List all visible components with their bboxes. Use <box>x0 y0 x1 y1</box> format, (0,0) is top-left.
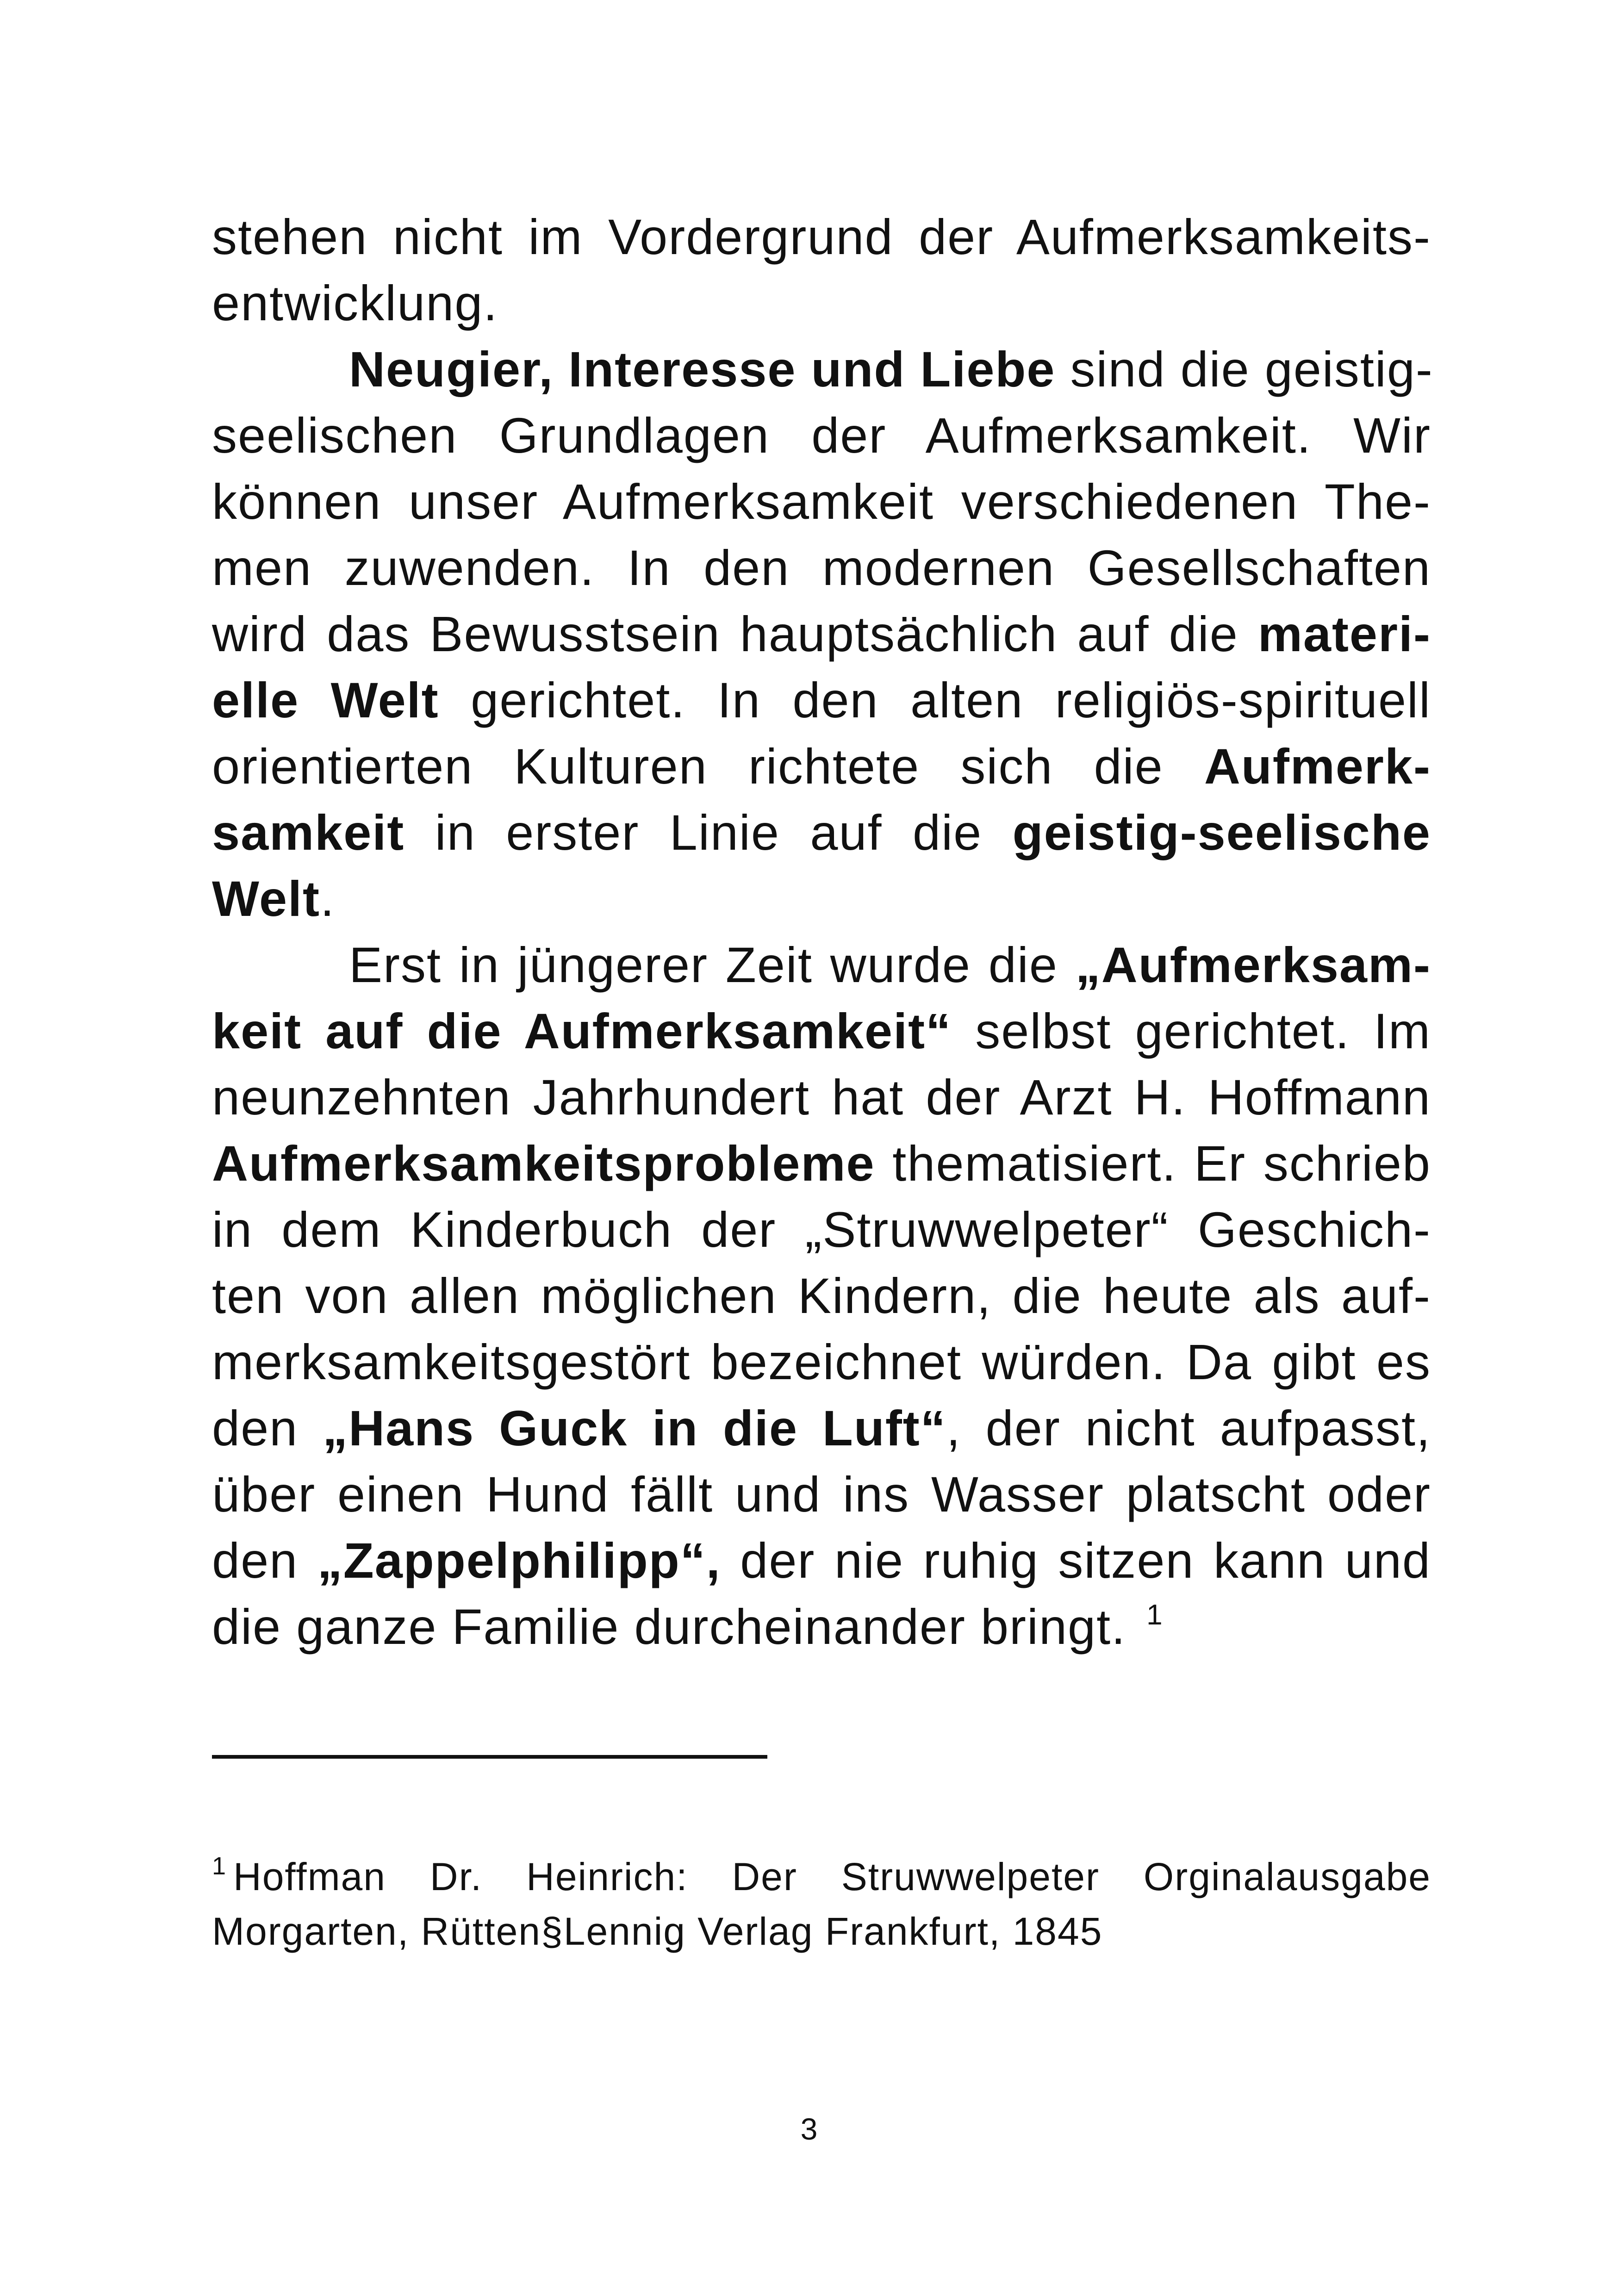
text-line <box>212 468 1431 535</box>
text-run: über einen Hund fällt und ins Wasser platscht oder <box>212 1466 1431 1522</box>
bold-run: Welt <box>212 871 321 927</box>
text-line <box>212 1527 1431 1593</box>
bold-run: elle Welt <box>212 672 439 728</box>
footnote-text: Hoffman Dr. Heinrich: Der Struwwelpeter Orginalausgabe <box>233 1855 1431 1898</box>
bold-run: Aufmerksamkeitsprobleme <box>212 1135 875 1191</box>
text-line <box>212 204 1431 270</box>
text-line <box>212 733 1431 799</box>
page-number: 3 <box>800 2112 818 2146</box>
text-run: den <box>212 1400 323 1456</box>
footnote <box>212 1849 1431 1959</box>
text-run: gerichtet. In den alten religiös-spirituell <box>439 672 1431 728</box>
footnote-line <box>212 1904 1431 1959</box>
text-run: orientierten Kulturen richtete sich die <box>212 738 1204 794</box>
bold-run: „Hans Guck in die Luft“ <box>323 1400 946 1456</box>
text-run: entwicklung. <box>212 275 498 331</box>
bold-run: keit auf die Aufmerksamkeit“ <box>212 1003 952 1059</box>
text-line <box>212 1461 1431 1527</box>
text-line <box>212 402 1431 468</box>
text-run: merksamkeitsgestört bezeichnet würden. Da gibt es <box>212 1334 1431 1390</box>
text-line <box>212 270 1431 336</box>
text-run: der nie ruhig sitzen kann und <box>721 1532 1431 1588</box>
text-run: in dem Kinderbuch der „Struwwelpeter“ Geschich- <box>212 1201 1431 1257</box>
bold-run: geistig-seelische <box>1012 804 1431 860</box>
text-line <box>212 1395 1431 1461</box>
footnote-text: Morgarten, Rütten§Lennig Verlag Frankfurt, 1845 <box>212 1910 1103 1953</box>
bold-run: „Zappelphilipp“, <box>317 1532 721 1588</box>
paragraph-start-line <box>212 336 1431 402</box>
text-line <box>212 1593 1431 1660</box>
text-run: Erst in jüngerer Zeit wurde die <box>349 937 1076 993</box>
text-run: selbst gerichtet. Im <box>952 1003 1431 1059</box>
text-line <box>212 1064 1431 1130</box>
text-line <box>212 799 1431 865</box>
text-run: seelischen Grundlagen der Aufmerksamkeit. Wir <box>212 407 1431 463</box>
text-run: , der nicht aufpasst, <box>946 1400 1431 1456</box>
text-line <box>212 535 1431 601</box>
text-line <box>212 1329 1431 1395</box>
text-run: neunzehnten Jahrhundert hat der Arzt H. Hoffmann <box>212 1069 1431 1125</box>
text-line <box>212 1196 1431 1263</box>
bold-run: Aufmerk- <box>1204 738 1431 794</box>
text-run: den <box>212 1532 317 1588</box>
body-text <box>212 204 1431 1660</box>
bold-run: Neugier, Interesse und Liebe <box>349 341 1056 397</box>
text-run: stehen nicht im Vordergrund der Aufmerksamkeits- <box>212 209 1431 265</box>
text-run: in erster Linie auf die <box>404 804 1013 860</box>
text-line <box>212 1263 1431 1329</box>
paragraph-start-line <box>212 932 1431 998</box>
bold-run: materi- <box>1257 606 1431 662</box>
text-run: können unser Aufmerksamkeit verschiedenen The- <box>212 473 1431 529</box>
text-run: ten von allen möglichen Kindern, die heute als auf- <box>212 1268 1431 1324</box>
text-run: thematisiert. Er schrieb <box>875 1135 1431 1191</box>
text-line <box>212 998 1431 1064</box>
footnote-separator <box>212 1755 767 1759</box>
text-line <box>212 601 1431 667</box>
footnote-mark: 1 <box>212 1852 227 1880</box>
text-line <box>212 1130 1431 1196</box>
text-run: . <box>320 871 336 927</box>
footnote-line <box>212 1849 1431 1904</box>
footnote-reference: 1 <box>1146 1599 1164 1631</box>
text-run: sind die geistig- <box>1055 341 1433 397</box>
text-line <box>212 667 1431 733</box>
text-run: men zuwenden. In den modernen Gesellschaften <box>212 540 1431 596</box>
bold-run: samkeit <box>212 804 405 860</box>
bold-run: „Aufmerksam- <box>1075 937 1431 993</box>
text-run: die ganze Familie durcheinander bringt. <box>212 1599 1141 1655</box>
text-run: wird das Bewusstsein hauptsächlich auf die <box>212 606 1258 662</box>
text-line <box>212 865 1431 932</box>
